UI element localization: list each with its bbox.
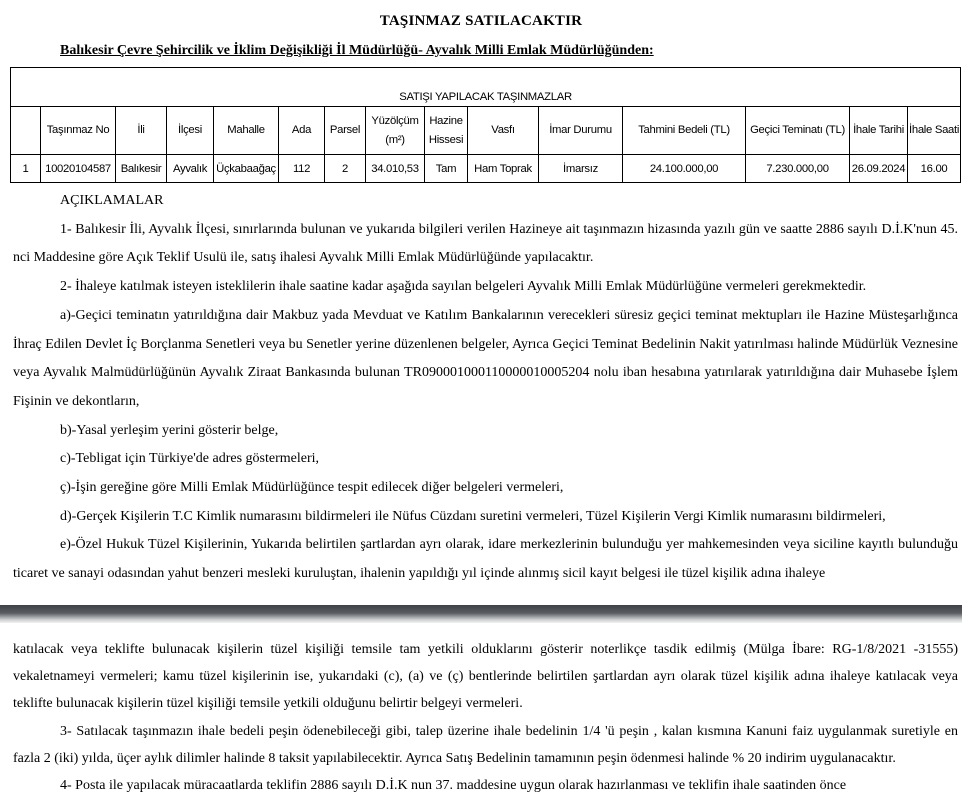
cell-vasfi: Ham Toprak	[468, 155, 539, 183]
cell-ada: 112	[279, 155, 325, 183]
header-tasinmaz-no: Taşınmaz No	[41, 107, 116, 155]
paragraph-4: 4- Posta ile yapılacak müracaatlarda teklifin 2886 sayılı D.İ.K nun 37. maddesine uygun olarak hazırlanması ve teklifin ihale saatinden önce	[60, 778, 847, 794]
cell-yuzolcum: 34.010,53	[366, 155, 425, 183]
header-tahmini-bedel: Tahmini Bedeli (TL)	[623, 107, 746, 155]
header-ilce: İlçesi	[167, 107, 214, 155]
document-title: TAŞINMAZ SATILACAKTIR	[379, 13, 583, 29]
header-gecici-teminat: Geçici Teminatı (TL)	[746, 107, 850, 155]
cell-ihale-tarihi: 26.09.2024	[850, 155, 908, 183]
cell-ihale-saati: 16.00	[908, 155, 961, 183]
cell-ilce: Ayvalık	[167, 155, 214, 183]
header-ihale-tarihi: İhale Tarihi	[850, 107, 908, 155]
paragraph-c: c)-Tebligat için Türkiye'de adres göstermeleri,	[60, 451, 320, 467]
header-ihale-saati: İhale Saati	[908, 107, 961, 155]
paragraph-d: d)-Gerçek Kişilerin T.C Kimlik numarasını bildirmeleri ile Nüfus Cüzdanı suretini vermeleri, Tüzel Kişilerin Vergi Kimlik numarasını bildirmeleri,	[60, 508, 886, 524]
header-mahalle: Mahalle	[214, 107, 279, 155]
cell-hazine-hissesi: Tam	[425, 155, 468, 183]
header-vasfi: Vasfı	[468, 107, 539, 155]
header-parsel: Parsel	[325, 107, 366, 155]
cell-gecici-teminat: 7.230.000,00	[746, 155, 850, 183]
header-hazine-hissesi	[425, 107, 468, 155]
cell-parsel: 2	[325, 155, 366, 183]
header-yuzolcum	[366, 107, 425, 155]
header-hazine-line1: Hazine	[429, 114, 463, 127]
paragraph-a: a)-Geçici teminatın yatırıldığına dair Makbuz yada Mevduat ve Katılım Bankalarının verecekleri süresiz geçici teminat mektupları ile Hazine Müsteşarlığınca İhraç Edilen Devlet İç Borçlanma Senetleri veya bu Senetler yerine düzenlenen belgeler, Ayrıca Geçici Teminat Bedelinin Nakit yatırılması halinde Müdürlük Veznesine veya Ayvalık Malmüdürlüğünün Ayvalık Ziraat Bankasında bulunan TR090001000110000010005204 nolu iban hesabına yatırılarak yatırıldığına dair Muhasebe İşlem Fişinin ve dekontların,	[13, 307, 958, 409]
cell-tahmini-bedel: 24.100.000,00	[623, 155, 746, 183]
paragraph-e-continued: katılacak veya teklifte bulunacak kişilerin tüzel kişiliği temsile tam yetkili olduklarını gösterir noterlikçe tasdik edilmiş (Mülga İbare: RG-1/8/2021 -31555) vekaletnameyi vermeleri; kamu tüzel kişilerinin ise, yukarıdaki (c), (a) ve (ç) bentlerinde belirtilen şartlardan ayrı olarak tüzel kişilik adına ihaleye katılacak veya teklifte bulunacak kişilerin tüzel kişiliği temsile yetkili olduğunu belirtir belgeyi vermeleri.	[13, 642, 958, 712]
header-yuzolcum-label: Yüzölçüm	[371, 114, 419, 127]
header-yuzolcum-unit: (m²)	[385, 133, 405, 146]
header-imar-durumu: İmar Durumu	[539, 107, 623, 155]
header-no	[11, 107, 41, 155]
header-il: İli	[116, 107, 167, 155]
paragraph-c-cedilla: ç)-İşin gereğine göre Milli Emlak Müdürlüğünce tespit edilecek diğer belgeleri vermeleri,	[60, 480, 564, 496]
property-table	[10, 67, 961, 183]
paragraph-3: 3- Satılacak taşınmazın ihale bedeli peşin ödenebileceği gibi, talep üzerine ihale bedelinin 1/4 'ü peşin , kalan kısmına Kanuni faiz uygulanmak suretiyle en fazla 2 (iki) yılda, üçer aylık dilimler halinde 8 taksit yapılabilecektir. Ayrıca Satış Bedelinin tamamının peşin ödenmesi halinde % 20 indirim uygulanacaktır.	[13, 723, 958, 766]
cell-tasinmaz-no: 10020104587	[41, 155, 116, 183]
issuing-authority: Balıkesir Çevre Şehircilik ve İklim Değişikliği İl Müdürlüğü- Ayvalık Milli Emlak Müdürlüğünden:	[60, 43, 654, 58]
paragraph-b: b)-Yasal yerleşim yerini gösterir belge,	[60, 422, 279, 438]
page-separator	[0, 605, 962, 623]
header-hazine-line2: Hissesi	[428, 133, 464, 146]
explanations-heading: AÇIKLAMALAR	[60, 193, 164, 208]
explanations-continued	[13, 636, 958, 799]
table-row	[11, 155, 961, 183]
paragraph-1: 1- Balıkesir İli, Ayvalık İlçesi, sınırlarında bulunan ve yukarıda bilgileri verilen Hazineye ait taşınmazın hizasında yazılı gün ve saatte 2886 sayılı D.İ.K'nun 45. nci Maddesine göre Açık Teklif Usulü ile, satış ihalesi Ayvalık Milli Emlak Müdürlüğünde yapılacaktır.	[13, 221, 958, 266]
cell-imar-durumu: İmarsız	[539, 155, 623, 183]
explanations-section	[13, 187, 958, 589]
cell-mahalle: Üçkabaağaç	[214, 155, 279, 183]
paragraph-e: e)-Özel Hukuk Tüzel Kişilerinin, Yukarıda belirtilen şartlardan ayrı olarak, idare merkezlerinin bulunduğu yer mahkemesinden veya siciline kayıtlı bulunduğu ticaret ve sanayi odasından yahut benzeri mesleki kuruluştan, ihalenin yapıldığı yıl içinde alınmış sicil kayıt belgesi ile tüzel kişilik adına ihaleye	[13, 537, 958, 582]
paragraph-2: 2- İhaleye katılmak isteyen isteklilerin ihale saatine kadar aşağıda sayılan belgeleri Ayvalık Milli Emlak Müdürlüğüne vermeleri gerekmektedir.	[60, 279, 867, 295]
table-caption: SATIŞI YAPILACAK TAŞINMAZLAR	[11, 68, 961, 107]
cell-no: 1	[11, 155, 41, 183]
header-ada: Ada	[279, 107, 325, 155]
cell-il: Balıkesir	[116, 155, 167, 183]
